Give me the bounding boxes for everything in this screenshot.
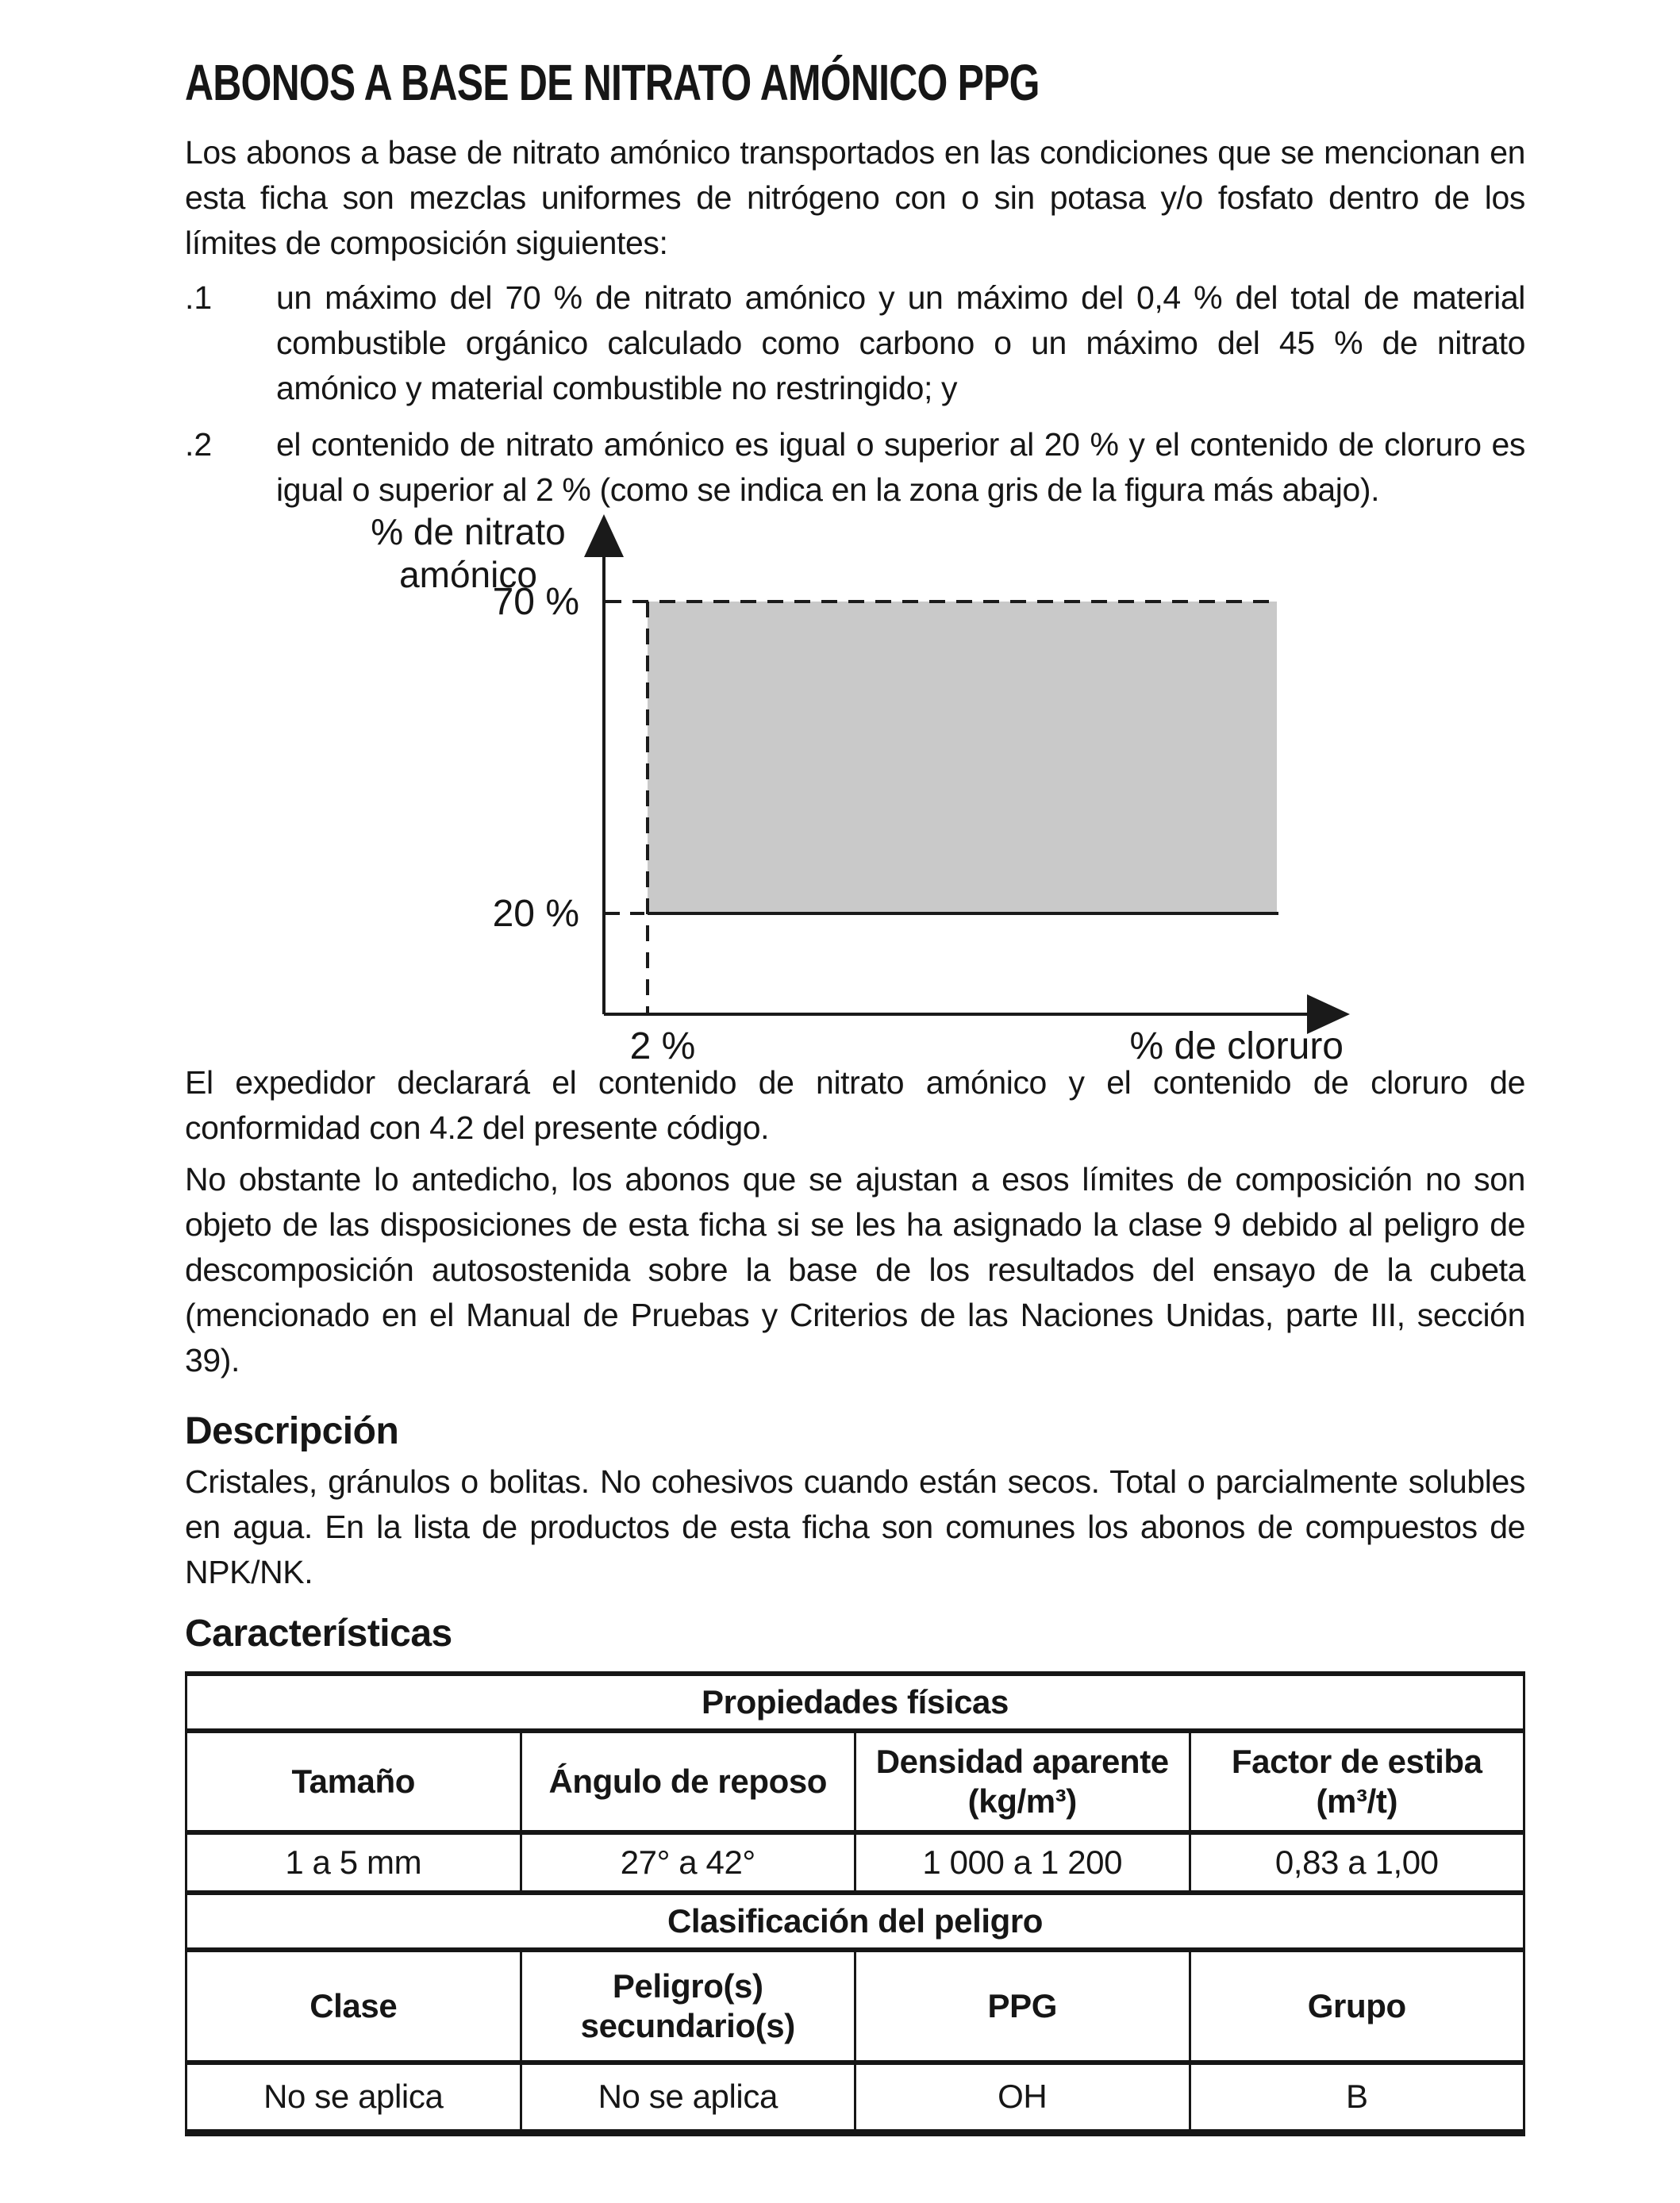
list-item-2 xyxy=(185,422,1525,513)
list-item-1-text: un máximo del 70 % de nitrato amónico y un máximo del 0,4 % del total de material combustible orgánico calculado como carbono o un máximo del 45 % de nitrato amónico y material combustible no restringido; y xyxy=(276,279,1525,406)
page-title xyxy=(185,49,1525,116)
col-header-angle xyxy=(521,1731,855,1832)
x-axis-label: % de cloruro xyxy=(1129,1025,1344,1060)
list-item-1-marker: .1 xyxy=(185,279,213,316)
col-header-size xyxy=(186,1731,521,1832)
value-stowage: 0,83 a 1,00 xyxy=(1190,1832,1524,1893)
y-axis-label-line1: % de nitrato xyxy=(371,513,566,552)
table-row xyxy=(186,1731,1524,1832)
col-header-group-line1: Grupo xyxy=(1307,1987,1406,2024)
composition-figure xyxy=(185,513,1525,1060)
col-header-angle-line1: Ángulo de reposo xyxy=(548,1763,828,1800)
col-header-ppg xyxy=(855,1950,1190,2063)
y-axis-arrow-icon xyxy=(584,514,624,557)
composition-chart xyxy=(185,513,1525,1060)
value-size: 1 a 5 mm xyxy=(186,1832,521,1893)
page-title-text: ABONOS A BASE DE NITRATO AMÓNICO PPG xyxy=(185,54,1040,111)
intro-paragraph: Los abonos a base de nitrato amónico transportados en las condiciones que se mencionan en esta ficha son mezclas uniformes de nitrógeno con o sin potasa y/o fosfato dentro de los límites de composición siguientes: xyxy=(185,134,1525,261)
table-row xyxy=(186,1674,1524,1731)
col-header-density-line1: Densidad aparente xyxy=(875,1743,1169,1780)
col-header-subsidiary xyxy=(521,1950,855,2063)
col-header-group xyxy=(1190,1950,1524,2063)
x-tick-2: 2 % xyxy=(629,1025,696,1060)
col-header-class xyxy=(186,1950,521,2063)
table-row xyxy=(186,2063,1524,2132)
col-header-density-line2: (kg/m³) xyxy=(967,1782,1077,1820)
value-angle: 27° a 42° xyxy=(521,1832,855,1893)
col-header-subsidiary-line1: Peligro(s) xyxy=(612,1967,763,2005)
physical-properties-header: Propiedades físicas xyxy=(186,1674,1524,1731)
list-item-2-marker: .2 xyxy=(185,426,213,463)
value-ppg: OH xyxy=(855,2063,1190,2132)
table-row xyxy=(186,1893,1524,1950)
value-class: No se aplica xyxy=(186,2063,521,2132)
characteristics-table xyxy=(185,1671,1525,2136)
col-header-class-line1: Clase xyxy=(309,1987,398,2024)
col-header-stowage xyxy=(1190,1731,1524,1832)
list-item-1 xyxy=(185,275,1525,411)
shipper-paragraph: El expedidor declarará el contenido de nitrato amónico y el contenido de cloruro de conformidad con 4.2 del presente código. xyxy=(185,1064,1525,1146)
col-header-density xyxy=(855,1731,1190,1832)
value-subsidiary: No se aplica xyxy=(521,2063,855,2132)
y-tick-20: 20 % xyxy=(492,893,579,935)
characteristics-heading: Características xyxy=(185,1613,452,1655)
value-density: 1 000 a 1 200 xyxy=(855,1832,1190,1893)
value-group: B xyxy=(1190,2063,1524,2132)
shaded-region xyxy=(648,602,1277,913)
table-row xyxy=(186,1950,1524,2063)
list-item-2-text: el contenido de nitrato amónico es igual o superior al 20 % y el contenido de cloruro es igual o superior al 2 % (como se indica en la zona gris de la figura más abajo). xyxy=(276,426,1525,508)
y-axis-label-line2: amónico xyxy=(399,554,537,595)
col-header-stowage-line1: Factor de estiba xyxy=(1231,1743,1482,1780)
col-header-subsidiary-line2: secundario(s) xyxy=(580,2007,795,2044)
col-header-ppg-line1: PPG xyxy=(987,1987,1057,2024)
description-heading: Descripción xyxy=(185,1410,399,1452)
table-row xyxy=(186,1832,1524,1893)
description-paragraph: Cristales, gránulos o bolitas. No cohesivos cuando están secos. Total o parcialmente solubles en agua. En la lista de productos de esta ficha son comunes los abonos de compuestos de NPK/NK. xyxy=(185,1463,1525,1590)
col-header-size-line1: Tamaño xyxy=(291,1763,415,1800)
hazard-classification-header: Clasificación del peligro xyxy=(186,1893,1524,1950)
exception-paragraph: No obstante lo antedicho, los abonos que se ajustan a esos límites de composición no son objeto de las disposiciones de esta ficha si se les ha asignado la clase 9 debido al peligro de descomposición autosostenida sobre la base de los resultados del ensayo de la cubeta (mencionado en el Manual de Pruebas y Criterios de las Naciones Unidas, parte III, sección 39). xyxy=(185,1161,1525,1378)
y-tick-70: 70 % xyxy=(492,581,579,623)
col-header-stowage-line2: (m³/t) xyxy=(1316,1782,1398,1820)
document-content xyxy=(185,49,1525,2136)
